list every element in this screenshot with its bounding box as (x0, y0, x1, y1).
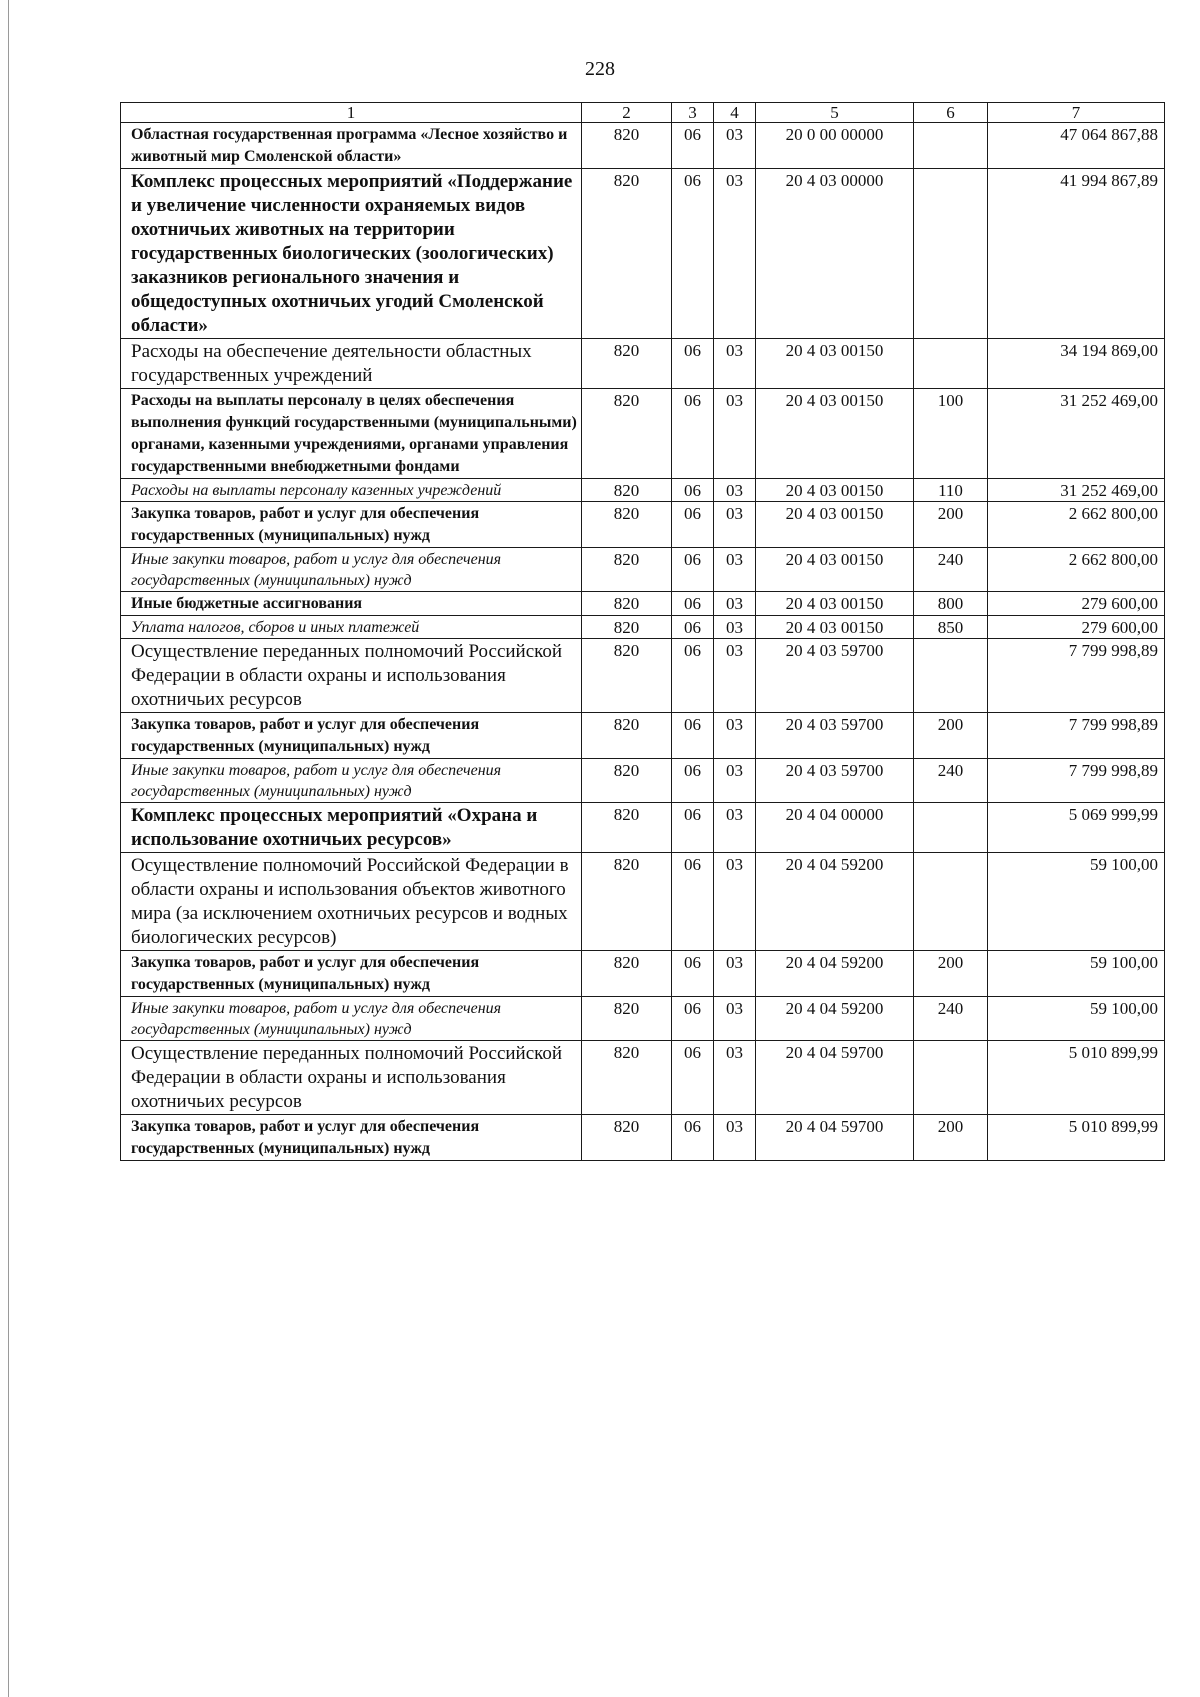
cell-target-article: 20 4 03 59700 (756, 759, 914, 803)
cell-ministry-code: 820 (582, 639, 672, 713)
cell-target-article: 20 4 03 00150 (756, 592, 914, 616)
row-description: Осуществление переданных полномочий Российской Федерации в области охраны и использования охотничьих ресурсов (121, 1041, 582, 1115)
table-row (121, 853, 1165, 951)
cell-expense-type: 110 (914, 479, 988, 502)
table-row (121, 951, 1165, 997)
cell-section-code: 06 (672, 1115, 714, 1161)
cell-amount: 2 662 800,00 (988, 502, 1165, 548)
table-row (121, 502, 1165, 548)
cell-expense-type (914, 123, 988, 169)
cell-section-code: 06 (672, 759, 714, 803)
cell-amount: 59 100,00 (988, 997, 1165, 1041)
cell-target-article: 20 4 04 59200 (756, 853, 914, 951)
cell-target-article: 20 4 04 59700 (756, 1115, 914, 1161)
budget-table (120, 102, 1165, 1161)
cell-subsection-code: 03 (714, 1041, 756, 1115)
cell-target-article: 20 4 04 00000 (756, 803, 914, 853)
row-description: Осуществление переданных полномочий Российской Федерации в области охраны и использования охотничьих ресурсов (121, 639, 582, 713)
row-description: Комплекс процессных мероприятий «Охрана и использование охотничьих ресурсов» (121, 803, 582, 853)
cell-ministry-code: 820 (582, 951, 672, 997)
table-row (121, 389, 1165, 479)
table-row (121, 803, 1165, 853)
cell-target-article: 20 4 03 00150 (756, 479, 914, 502)
cell-section-code: 06 (672, 169, 714, 339)
cell-ministry-code: 820 (582, 339, 672, 389)
row-description: Уплата налогов, сборов и иных платежей (121, 616, 582, 639)
cell-amount: 34 194 869,00 (988, 339, 1165, 389)
cell-target-article: 20 4 03 00150 (756, 616, 914, 639)
cell-target-article: 20 4 03 59700 (756, 639, 914, 713)
row-description: Закупка товаров, работ и услуг для обеспечения государственных (муниципальных) нужд (121, 1115, 582, 1161)
page-number: 228 (585, 58, 615, 80)
row-description: Расходы на выплаты персоналу казенных учреждений (121, 479, 582, 502)
row-description: Иные закупки товаров, работ и услуг для обеспечения государственных (муниципальных) нужд (121, 548, 582, 592)
cell-amount: 279 600,00 (988, 592, 1165, 616)
cell-subsection-code: 03 (714, 592, 756, 616)
cell-ministry-code: 820 (582, 997, 672, 1041)
cell-target-article: 20 0 00 00000 (756, 123, 914, 169)
table-row (121, 339, 1165, 389)
cell-ministry-code: 820 (582, 759, 672, 803)
cell-target-article: 20 4 03 00150 (756, 502, 914, 548)
table-row (121, 997, 1165, 1041)
cell-section-code: 06 (672, 123, 714, 169)
cell-subsection-code: 03 (714, 951, 756, 997)
cell-ministry-code: 820 (582, 123, 672, 169)
cell-ministry-code: 820 (582, 479, 672, 502)
cell-subsection-code: 03 (714, 997, 756, 1041)
table-row (121, 548, 1165, 592)
cell-subsection-code: 03 (714, 502, 756, 548)
cell-expense-type: 240 (914, 548, 988, 592)
cell-target-article: 20 4 04 59200 (756, 997, 914, 1041)
cell-amount: 5 010 899,99 (988, 1041, 1165, 1115)
cell-expense-type: 100 (914, 389, 988, 479)
row-description: Закупка товаров, работ и услуг для обеспечения государственных (муниципальных) нужд (121, 502, 582, 548)
row-description: Осуществление полномочий Российской Федерации в области охраны и использования объектов животного мира (за исключением охотничьих ресурсов и водных биологических ресурсов) (121, 853, 582, 951)
cell-expense-type: 850 (914, 616, 988, 639)
cell-target-article: 20 4 03 00150 (756, 389, 914, 479)
table-row (121, 759, 1165, 803)
table-row (121, 639, 1165, 713)
cell-subsection-code: 03 (714, 853, 756, 951)
cell-subsection-code: 03 (714, 123, 756, 169)
table-row (121, 1041, 1165, 1115)
cell-section-code: 06 (672, 639, 714, 713)
row-description: Комплекс процессных мероприятий «Поддержание и увеличение численности охраняемых видов охотничьих животных на территории государственных биологических (зоологических) заказников регионального значения и общедоступных охотничьих угодий Смоленской области» (121, 169, 582, 339)
cell-amount: 59 100,00 (988, 853, 1165, 951)
cell-expense-type (914, 853, 988, 951)
cell-amount: 7 799 998,89 (988, 713, 1165, 759)
cell-amount: 31 252 469,00 (988, 389, 1165, 479)
cell-ministry-code: 820 (582, 803, 672, 853)
cell-ministry-code: 820 (582, 616, 672, 639)
cell-section-code: 06 (672, 592, 714, 616)
cell-section-code: 06 (672, 502, 714, 548)
cell-ministry-code: 820 (582, 713, 672, 759)
table-row (121, 169, 1165, 339)
cell-section-code: 06 (672, 548, 714, 592)
cell-ministry-code: 820 (582, 169, 672, 339)
row-description: Иные закупки товаров, работ и услуг для обеспечения государственных (муниципальных) нужд (121, 997, 582, 1041)
cell-target-article: 20 4 03 00000 (756, 169, 914, 339)
table-row (121, 1115, 1165, 1161)
scan-page-edge (8, 0, 9, 1697)
cell-section-code: 06 (672, 713, 714, 759)
row-description: Закупка товаров, работ и услуг для обеспечения государственных (муниципальных) нужд (121, 951, 582, 997)
cell-subsection-code: 03 (714, 1115, 756, 1161)
cell-amount: 5 010 899,99 (988, 1115, 1165, 1161)
cell-subsection-code: 03 (714, 639, 756, 713)
column-header-5: 5 (756, 103, 914, 123)
cell-section-code: 06 (672, 339, 714, 389)
cell-expense-type (914, 339, 988, 389)
cell-expense-type (914, 1041, 988, 1115)
cell-expense-type (914, 803, 988, 853)
cell-subsection-code: 03 (714, 759, 756, 803)
table-body (121, 103, 1165, 1161)
row-description: Расходы на выплаты персоналу в целях обеспечения выполнения функций государственными (муниципальными) органами, казенными учреждениями, органами управления государственными внебюджетными фондами (121, 389, 582, 479)
cell-section-code: 06 (672, 389, 714, 479)
cell-expense-type: 200 (914, 502, 988, 548)
cell-section-code: 06 (672, 1041, 714, 1115)
row-description: Областная государственная программа «Лесное хозяйство и животный мир Смоленской области» (121, 123, 582, 169)
cell-section-code: 06 (672, 479, 714, 502)
cell-target-article: 20 4 04 59200 (756, 951, 914, 997)
cell-amount: 7 799 998,89 (988, 639, 1165, 713)
cell-ministry-code: 820 (582, 1041, 672, 1115)
cell-subsection-code: 03 (714, 479, 756, 502)
cell-subsection-code: 03 (714, 616, 756, 639)
row-description: Расходы на обеспечение деятельности областных государственных учреждений (121, 339, 582, 389)
row-description: Закупка товаров, работ и услуг для обеспечения государственных (муниципальных) нужд (121, 713, 582, 759)
cell-ministry-code: 820 (582, 1115, 672, 1161)
cell-subsection-code: 03 (714, 339, 756, 389)
column-header-4: 4 (714, 103, 756, 123)
cell-target-article: 20 4 03 00150 (756, 339, 914, 389)
cell-expense-type: 240 (914, 759, 988, 803)
table-row (121, 592, 1165, 616)
cell-expense-type (914, 639, 988, 713)
cell-amount: 31 252 469,00 (988, 479, 1165, 502)
cell-subsection-code: 03 (714, 713, 756, 759)
cell-section-code: 06 (672, 997, 714, 1041)
row-description: Иные закупки товаров, работ и услуг для обеспечения государственных (муниципальных) нужд (121, 759, 582, 803)
cell-target-article: 20 4 03 00150 (756, 548, 914, 592)
cell-subsection-code: 03 (714, 389, 756, 479)
cell-ministry-code: 820 (582, 502, 672, 548)
cell-expense-type: 200 (914, 1115, 988, 1161)
cell-expense-type: 240 (914, 997, 988, 1041)
cell-ministry-code: 820 (582, 548, 672, 592)
column-header-3: 3 (672, 103, 714, 123)
cell-amount: 41 994 867,89 (988, 169, 1165, 339)
row-description: Иные бюджетные ассигнования (121, 592, 582, 616)
cell-amount: 7 799 998,89 (988, 759, 1165, 803)
cell-amount: 59 100,00 (988, 951, 1165, 997)
table-row (121, 123, 1165, 169)
cell-ministry-code: 820 (582, 853, 672, 951)
cell-section-code: 06 (672, 853, 714, 951)
cell-expense-type: 200 (914, 951, 988, 997)
table-row (121, 616, 1165, 639)
cell-amount: 47 064 867,88 (988, 123, 1165, 169)
cell-subsection-code: 03 (714, 169, 756, 339)
cell-amount: 279 600,00 (988, 616, 1165, 639)
cell-subsection-code: 03 (714, 803, 756, 853)
cell-section-code: 06 (672, 616, 714, 639)
cell-expense-type (914, 169, 988, 339)
column-header-1: 1 (121, 103, 582, 123)
cell-ministry-code: 820 (582, 592, 672, 616)
column-header-6: 6 (914, 103, 988, 123)
column-header-7: 7 (988, 103, 1165, 123)
cell-subsection-code: 03 (714, 548, 756, 592)
column-header-2: 2 (582, 103, 672, 123)
cell-target-article: 20 4 03 59700 (756, 713, 914, 759)
cell-expense-type: 200 (914, 713, 988, 759)
table-row (121, 479, 1165, 502)
cell-amount: 2 662 800,00 (988, 548, 1165, 592)
cell-amount: 5 069 999,99 (988, 803, 1165, 853)
cell-section-code: 06 (672, 951, 714, 997)
table-header-row (121, 103, 1165, 123)
table-row (121, 713, 1165, 759)
cell-expense-type: 800 (914, 592, 988, 616)
cell-ministry-code: 820 (582, 389, 672, 479)
cell-section-code: 06 (672, 803, 714, 853)
cell-target-article: 20 4 04 59700 (756, 1041, 914, 1115)
